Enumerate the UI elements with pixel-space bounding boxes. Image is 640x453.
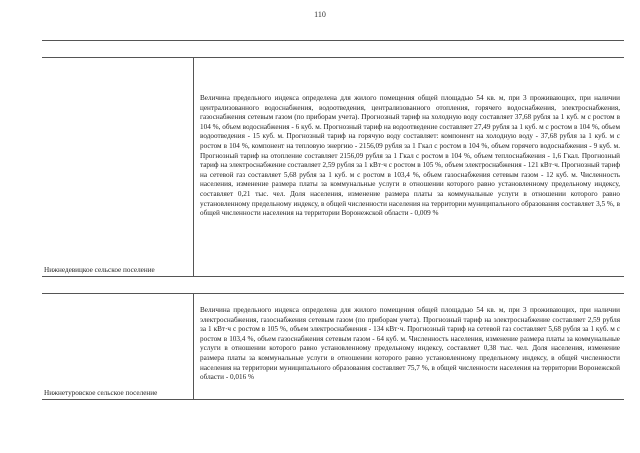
settlement-name-cell <box>42 58 194 276</box>
table-spacer-row <box>42 41 624 58</box>
settlement-name: Нижнедевицкое сельское поселение <box>44 266 155 274</box>
description-cell: Величина предельного индекса определена для жилого помещения общей площадью 54 кв. м, при 3 проживающих, при наличии централизованного водоснабжения, водоотведения, централизованного отопления, горячего водоснабжения, электроснабжения, газоснабжения сетевым газом (по приборам учета). Прогнозный тариф на холодную воду составляет 37,68 рубля за 1 куб. м с ростом в 104 %, объем водоснабжения - 6 куб. м. Прогнозный тариф на водоотведение составляет 27,49 рубля за 1 куб. м с ростом в 104 %, объем водоотведения - 15 куб. м. Прогнозный тариф на горячую воду составляет: компонент на холодную воду - 37,68 рубля за 1 куб. м с ростом в 104 %, компонент на тепловую энергию - 2156,09 рубля за 1 Гкал с ростом в 104 %, объем горячего водоснабжения - 9 куб. м. Прогнозный тариф на отопление составляет 2156,09 рубля за 1 Гкал с ростом в 104 %, объем теплоснабжения - 1,6 Гкал. Прогнозный тариф на электроснабжение составляет 2,59 рубля за 1 кВт·ч с ростом в 105 %, объем электроснабжения - 121 кВт·ч. Прогнозный тариф на сетевой газ составляет 5,68 рубля за 1 куб. м с ростом в 103,4 %, объем газоснабжения сетевым газом - 12 куб. м. Численность населения, изменение размера платы за коммунальные услуги в отношении которого равно установленному предельному индексу, составляет 0,21 тыс. чел. Доля населения, изменение размера платы за коммунальные услуги в отношении которого равно установленному предельному индексу, в общей численности населения на территории муниципального образования составляет 3,5 %, в общей численности населения на территории Воронежской области - 0,009 % <box>200 94 620 218</box>
table-spacer-row <box>42 277 624 294</box>
settlement-name: Нижнетуровское сельское поселение <box>44 389 158 397</box>
description-cell: Величина предельного индекса определена для жилого помещения общей площадью 54 кв. м, при 3 проживающих, при наличии электроснабжения, газоснабжения сетевым газом (по приборам учета). Прогнозный тариф на электроснабжение составляет 2,59 рубля за 1 кВт·ч с ростом в 105 %, объем электроснабжения - 134 кВт·ч. Прогнозный тариф на сетевой газ составляет 5,68 рубля за 1 куб. м с ростом в 103,4 %, объем газоснабжения сетевым газом - 64 куб. м. Численность населения, изменение размера платы за коммунальные услуги в отношении которого равно установленному предельному индексу, составляет 0,38 тыс. чел. Доля населения, изменение размера платы за коммунальные услуги в отношении которого равно установленному предельному индексу, в общей численности населения на территории муниципального образования составляет 75,7 %, в общей численности населения на территории Воронежской области - 0,016 % <box>200 306 620 382</box>
tariff-table <box>42 40 624 400</box>
settlement-name-cell <box>42 294 194 399</box>
table-row <box>42 294 624 400</box>
table-row <box>42 58 624 277</box>
page-number: 110 <box>314 10 326 19</box>
